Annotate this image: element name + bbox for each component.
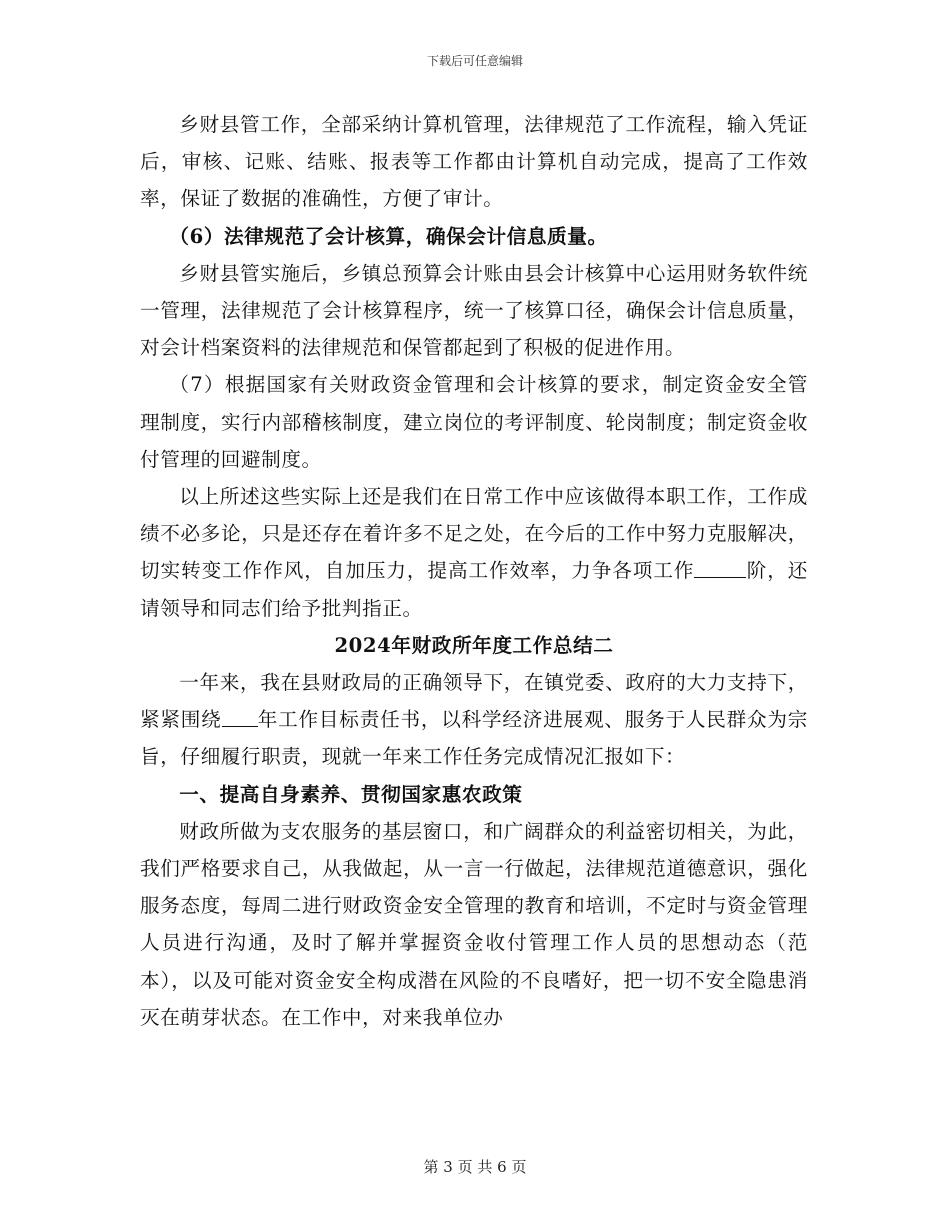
paragraph-intro [140,664,808,776]
paragraph-accounting-center: 乡财县管实施后，乡镇总预算会计账由县会计核算中心运用财务软件统一管理，法律规范了会计核算程序，统一了核算口径，确保会计信息质量，对会计档案资料的法律规范和保管都起到了积极的促进作用。 [140,261,808,360]
page-footer: 第 3 页 共 6 页 [423,1158,527,1176]
paragraph-summary [140,478,808,627]
page-header: 下载后可任意编辑 [426,54,523,68]
intro-text-start: 一年来，我在县财政局的正确领导下，在镇党委、政府的大力支持下，紧紧围绕 [140,671,808,732]
section-title: 2024年财政所年度工作总结二 [334,633,614,657]
intro-text-end: 年工作目标责任书，以科学经济进展观、服务于人民群众为宗旨，仔细履行职责，现就一年来工作任务完成情况汇报如下： [140,708,809,769]
heading-accounting-standard: （6）法律规范了会计核算，确保会计信息质量。 [169,224,608,248]
paragraph-fund-safety-rules: （7）根据国家有关财政资金管理和会计核算的要求，制定资金安全管理制度，实行内部稽核制度，建立岗位的考评制度、轮岗制度；制定资金收付管理的回避制度。 [140,373,808,471]
blank-underline [694,559,746,578]
summary-text-end: 阶，还请领导和同志们给予批判指正。 [140,559,808,620]
paragraph-computer-management: 乡财县管工作，全部采纳计算机管理，法律规范了工作流程，输入凭证后，审核、记账、结账、报表等工作都由计算机自动完成，提高了工作效率，保证了数据的准确性，方便了审计。 [140,113,808,211]
summary-text-start: 以上所述这些实际上还是我们在日常工作中应该做得本职工作，工作成绩不必多论，只是还存在着许多不足之处，在今后的工作中努力克服解决，切实转变工作作风，自加压力，提高工作效率，力争各项工作 [140,485,808,583]
paragraph-service-window: 财政所做为支农服务的基层窗口，和广阔群众的利益密切相关，为此，我们严格要求自己，从我做起，从一言一行做起，法律规范道德意识，强化服务态度，每周二进行财政资金安全管理的教育和培训，不定时与资金管理人员进行沟通，及时了解并掌握资金收付管理工作人员的思想动态（范本），以及可能对资金安全构成潜在风险的不良嗜好，把一切不安全隐患消灭在萌芽状态。在工作中，对来我单位办 [140,819,808,1029]
document-body [140,106,808,1036]
heading-improve-quality: 一、提高自身素养、贯彻国家惠农政策 [179,782,523,806]
blank-underline [222,708,258,727]
